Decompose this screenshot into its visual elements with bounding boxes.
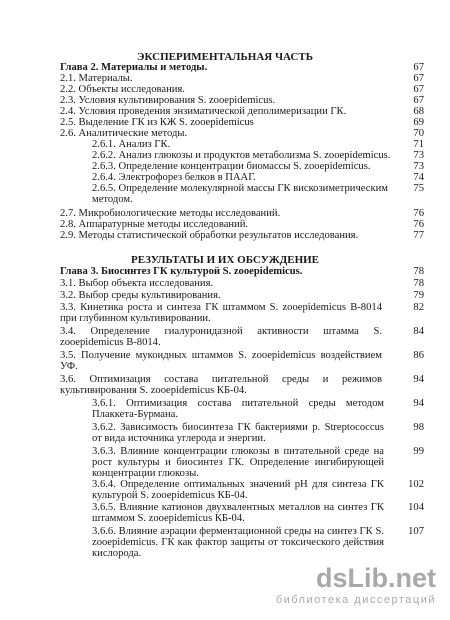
toc-entry-title: 2.9. Методы статистической обработки результатов исследования. — [60, 230, 359, 241]
toc-entry-page: 82 — [413, 302, 424, 313]
toc-entry-title: 2.6.2. Анализ глюкозы и продуктов метаболизма S. zooepidemicus. — [92, 150, 391, 161]
toc-entry-page: 70 — [413, 128, 424, 139]
toc-entry-title: 3.2. Выбор среды культивирования. — [60, 290, 221, 301]
toc-entry-page: 94 — [413, 374, 424, 385]
toc-entry-page: 76 — [413, 219, 424, 230]
toc-entry-page: 77 — [413, 230, 424, 241]
toc-entry-title: 3.3. Кинетика роста и синтеза ГК штаммом S. zooepidemicus В-8014 при глубинном культивировании. — [60, 302, 382, 324]
toc-entry-page: 67 — [413, 95, 424, 106]
toc-entry-page: 67 — [413, 73, 424, 84]
toc-entry-page: 94 — [413, 398, 424, 409]
toc-entry-title: 2.6.3. Определение концентрации биомассы S. zooepidemicus. — [92, 161, 371, 172]
toc-entry-title: 3.5. Получение мукоидных штаммов S. zooepidemicus воздействием УФ. — [60, 350, 382, 372]
toc-entry-title: 2.7. Микробиологические методы исследований. — [60, 208, 281, 219]
toc-entry-title: 2.5. Выделение ГК из КЖ S. zooepidemicus — [60, 117, 254, 128]
toc-entry-title: 3.6.2. Зависимость биосинтеза ГК бактериями р. Streptococcus от вида источника углерода и энергии. — [92, 422, 384, 444]
toc-entry-page: 99 — [413, 446, 424, 457]
watermark-logo: dsLib.net — [316, 563, 436, 593]
toc-entry-title: 2.3. Условия культивирования S. zooepidemicus. — [60, 95, 276, 106]
toc-entry-page: 84 — [413, 326, 424, 337]
toc-entry-page: 86 — [413, 350, 424, 361]
toc-entry-page: 73 — [413, 150, 424, 161]
toc-entry-title: 3.6. Оптимизация состава питательной среды и режимов культивирования S. zooepidemicus КБ-04. — [60, 374, 382, 396]
watermark-subtitle: библиотека диссертаций — [275, 594, 436, 606]
toc-entry-page: 98 — [413, 422, 424, 433]
toc-entry-title: 3.1. Выбор объекта исследования. — [60, 278, 214, 289]
toc-entry-page: 102 — [408, 479, 424, 490]
toc-entry-title: 2.6.5. Определение молекулярной массы ГК вискозиметрическим методом. — [92, 183, 388, 205]
toc-entry-title: 3.6.3. Влияние концентрации глюкозы в питательной среде на рост культуры и биосинтез ГК. Определение ингибирующей концентрации глюкозы. — [92, 446, 384, 479]
toc-entry-page: 67 — [413, 62, 424, 73]
section-heading-experimental: ЭКСПЕРИМЕНТАЛЬНАЯ ЧАСТЬ — [137, 51, 313, 63]
toc-entry-page: 79 — [413, 290, 424, 301]
watermark — [276, 564, 436, 606]
toc-entry-title: Глава 2. Материалы и методы. — [60, 62, 208, 73]
toc-entry-page: 76 — [413, 208, 424, 219]
toc-entry-title: 2.6.1. Анализ ГК. — [92, 139, 171, 150]
toc-entry-page: 73 — [413, 161, 424, 172]
toc-entry-title: 3.6.5. Влияние катионов двухвалентных металлов на синтез ГК штаммом S. zooepidemicus КБ-04. — [92, 502, 384, 524]
toc-entry-page: 71 — [413, 139, 424, 150]
toc-entry-title: 2.6.4. Электрофорез белков в ПААГ. — [92, 172, 256, 183]
toc-entry-page: 78 — [413, 266, 424, 277]
toc-entry-title: 3.6.1. Оптимизация состава питательной среды методом Плаккета-Бурмана. — [92, 398, 384, 420]
toc-entry-title: 2.4. Условия проведения энзиматической деполимеризации ГК. — [60, 106, 347, 117]
toc-entry-page: 78 — [413, 278, 424, 289]
toc-entry-title: 3.6.4. Определение оптимальных значений рН для синтеза ГК культурой S. zooepidemicus КБ-04. — [92, 479, 384, 501]
section-heading-results: РЕЗУЛЬТАТЫ И ИХ ОБСУЖДЕНИЕ — [130, 254, 320, 266]
toc-entry-title: 3.6.6. Влияние аэрации ферментационной среды на синтез ГК S. zooepidemicus. ГК как фактор защиты от токсического действия кислорода. — [92, 526, 384, 559]
toc-entry-title: 2.8. Аппаратурные методы исследований. — [60, 219, 249, 230]
toc-entry-page: 74 — [413, 172, 424, 183]
toc-entry-page: 75 — [413, 183, 424, 194]
toc-entry-page: 107 — [408, 526, 424, 537]
toc-entry-page: 68 — [413, 106, 424, 117]
toc-entry-title: Глава 3. Биосинтез ГК культурой S. zooepidemicus. — [60, 266, 303, 277]
toc-entry-title: 2.1. Материалы. — [60, 73, 133, 84]
toc-entry-title: 3.4. Определение гиалуронидазной активности штамма S. zooepidemicus В-8014. — [60, 326, 382, 348]
toc-entry-page: 67 — [413, 84, 424, 95]
toc-entry-page: 69 — [413, 117, 424, 128]
toc-entry-title: 2.2. Объекты исследования. — [60, 84, 185, 95]
toc-entry-title: 2.6. Аналитические методы. — [60, 128, 188, 139]
toc-entry-page: 104 — [408, 502, 424, 513]
